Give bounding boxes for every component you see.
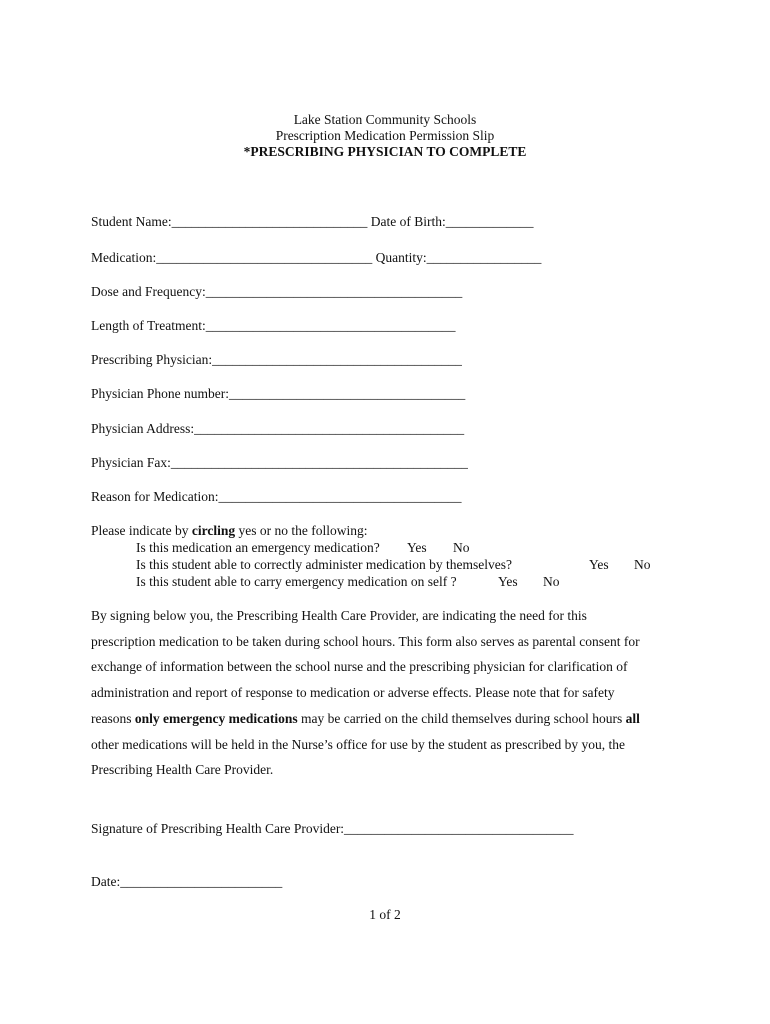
signature-field[interactable]: Signature of Prescribing Health Care Provider:__________________________________: [91, 821, 574, 836]
dose-frequency-field[interactable]: Dose and Frequency:______________________________________: [91, 284, 463, 299]
question-self-administer: Is this student able to correctly administer medication by themselves?: [136, 557, 513, 572]
question-emergency: Is this medication an emergency medication?: [136, 540, 380, 555]
question-carry-self-no[interactable]: No: [543, 574, 560, 589]
questions-intro: Please indicate by circling yes or no the following:: [91, 523, 368, 538]
consent-paragraph: By signing below you, the Prescribing Health Care Provider, are indicating the need for this prescription medication to be taken during school hours. This form also serves as parental consent for exchange of information between the school nurse and the prescribing physician for clarification of administration and report of response to medication or adverse effects. Please note that for safety reasons only emergency medications may be carried on the child themselves during school hours all other medications will be held in the Nurse’s office for use by the student as prescribed by you, the Prescribing Health Care Provider.: [91, 608, 640, 778]
quantity-field[interactable]: Quantity:_________________: [375, 250, 542, 265]
question-self-administer-no[interactable]: No: [634, 557, 651, 572]
question-carry-self: Is this student able to carry emergency medication on self ?: [136, 574, 457, 589]
question-emergency-yes[interactable]: Yes: [407, 540, 427, 555]
reason-field[interactable]: Reason for Medication:____________________________________: [91, 489, 462, 504]
document-header: [0, 112, 770, 160]
medication-field[interactable]: Medication:________________________________: [91, 250, 373, 265]
physician-fax-field[interactable]: Physician Fax:____________________________________________: [91, 455, 468, 470]
school-name: Lake Station Community Schools: [293, 112, 477, 127]
signature-date-field[interactable]: Date:________________________: [91, 874, 283, 889]
emergency-emphasis: only emergency medications: [134, 710, 298, 726]
medication-row: [91, 250, 541, 266]
circling-emphasis: circling: [191, 523, 236, 538]
all-emphasis: all: [625, 710, 640, 726]
form-instruction: *PRESCRIBING PHYSICIAN TO COMPLETE: [243, 144, 527, 159]
physician-phone-field[interactable]: Physician Phone number:___________________________________: [91, 386, 466, 401]
prescribing-physician-field[interactable]: Prescribing Physician:_____________________________________: [91, 352, 462, 367]
form-title: Prescription Medication Permission Slip: [275, 128, 495, 143]
student-name-field[interactable]: Student Name:_____________________________: [91, 214, 368, 229]
student-info-row: [91, 214, 533, 230]
question-carry-self-yes[interactable]: Yes: [498, 574, 518, 589]
length-treatment-field[interactable]: Length of Treatment:_____________________________________: [91, 318, 456, 333]
question-self-administer-yes[interactable]: Yes: [589, 557, 609, 572]
page-number: 1 of 2: [369, 907, 401, 922]
question-emergency-no[interactable]: No: [453, 540, 470, 555]
physician-address-field[interactable]: Physician Address:________________________________________: [91, 421, 465, 436]
date-of-birth-field[interactable]: Date of Birth:_____________: [370, 214, 534, 229]
